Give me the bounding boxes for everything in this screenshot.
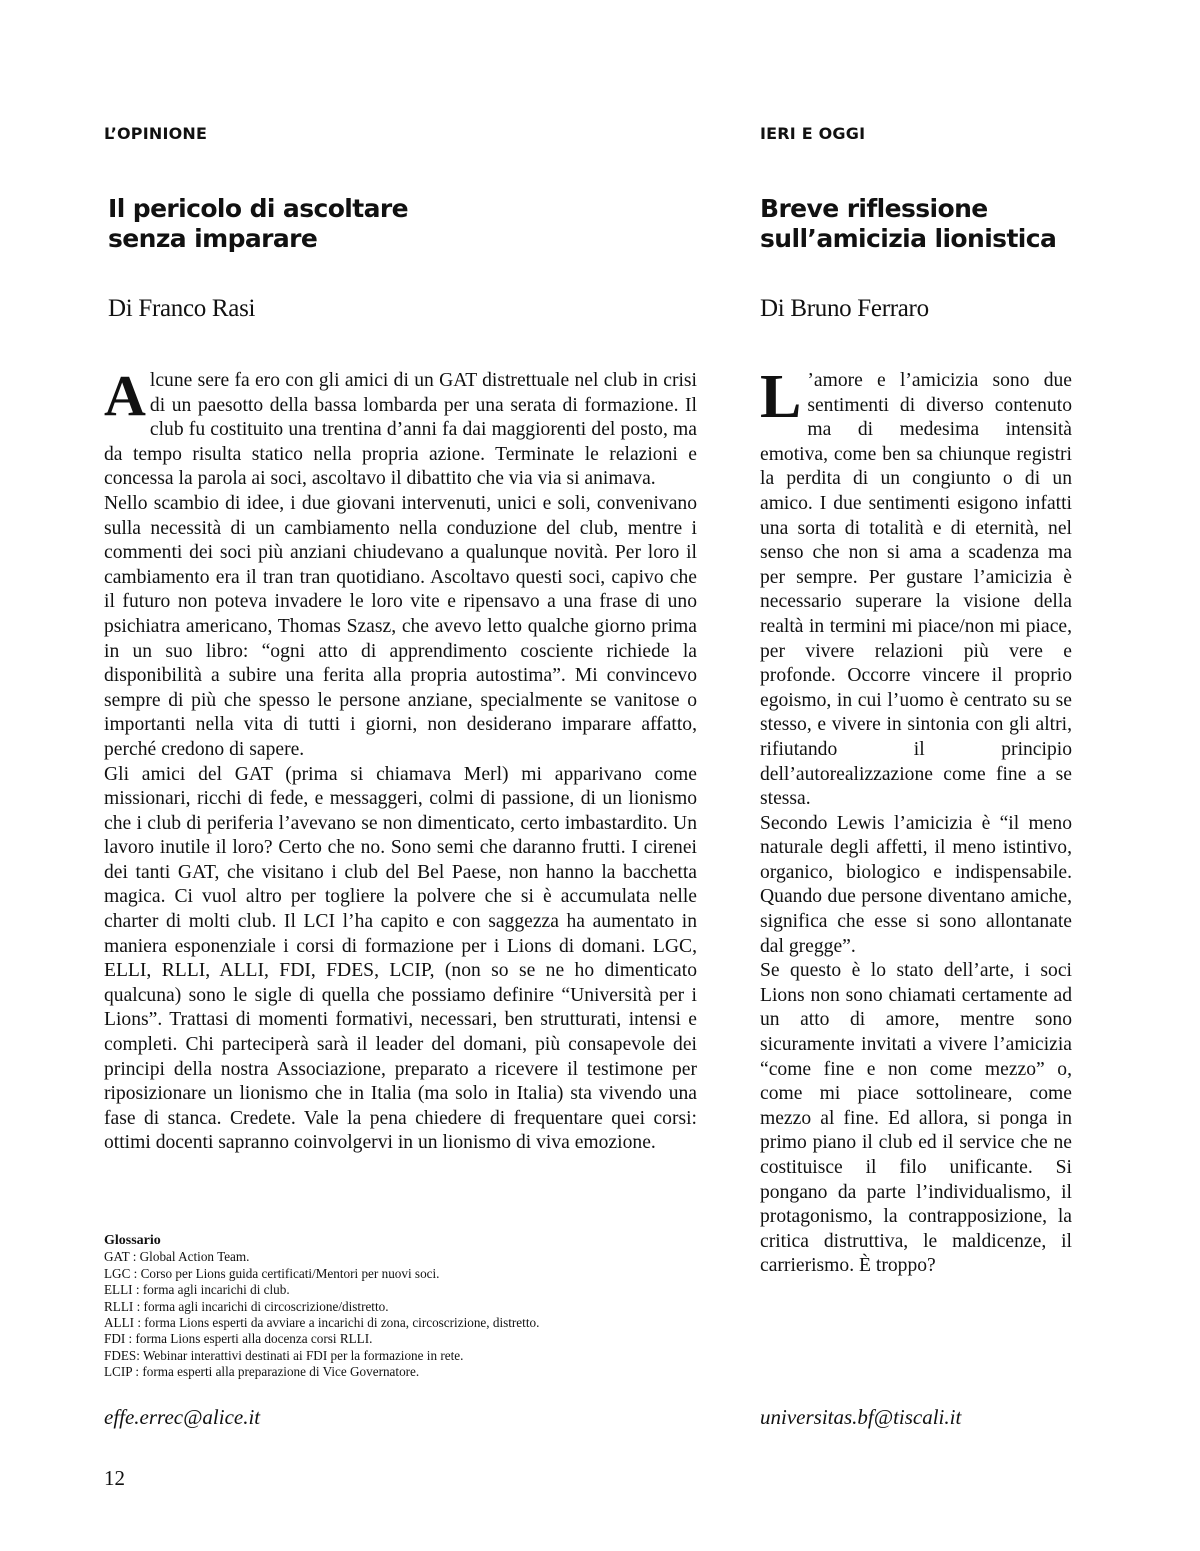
- paragraph-text: lcune sere fa ero con gli amici di un GAT distrettuale nel club in crisi di un paesotto della bassa lombarda per una serata di formazione. Il club fu costituito una trentina d’anni fa dai maggiorenti del posto, ma da tempo risulta statico nella propria azione. Terminate le relazioni e concessa la parola ai soci, ascoltavo il dibattito che via via si animava.: [104, 370, 697, 490]
- glossary: [104, 1233, 664, 1381]
- byline: Di Franco Rasi: [108, 295, 256, 322]
- paragraph: Gli amici del GAT (prima si chiamava Merl) mi apparivano come missionari, ricchi di fede, e messaggeri, colmi di passione, di un lionismo che i club di periferia l’avevano se non dimenticato, certo imbastardito. Un lavoro inutile il loro? Certo che no. Sono semi che daranno frutti. I cirenei dei tanti GAT, che visitano i club del Bel Paese, non hanno la bacchetta magica. Ci vuol altro per togliere la polvere che si è accumulata nelle charter di molti club. Il LCI l’ha capito e con saggezza ha aumentato in maniera esponenziale i corsi di formazione per i Lions di domani. LGC, ELLI, RLLI, ALLI, FDI, FDES, LCIP, (non so se ne ho dimenticato qualcuna) sono le sigle di quella che possiamo definire “Università per i Lions”. Trattasi di momenti formativi, necessari, ben strutturati, intensi e completi. Chi parteciperà sarà il leader del domani, più consapevole dei principi della nostra Associazione, preparato a ricevere il testimone per riposizionare un lionismo che in Italia (ma solo in Italia) sta vivendo una fase di stanca. Credete. Vale la pena chiedere di frequentare quei corsi: ottimi docenti sapranno coinvolgervi in un lionismo di viva emozione.: [104, 763, 697, 1154]
- glossary-item: ELLI : forma agli incarichi di club.: [104, 1282, 290, 1298]
- drop-cap: A: [104, 363, 146, 428]
- drop-cap: L: [760, 363, 802, 431]
- byline: Di Bruno Ferraro: [760, 295, 929, 322]
- title-line: sull’amicizia lionistica: [760, 224, 1057, 253]
- paragraph-text: ’amore e l’amicizia sono due sentimenti di diverso contenuto ma di medesima intensità emotiva, come ben sa chiunque registri la perdita di un congiunto o di un amico. I due sentimenti esigono infatti una sorta di totalità e di eternità, nel senso che non si ama a scadenza ma per sempre. Per gustare l’amicizia è necessario superare la visione della realtà in termini mi piace/non mi piace, per vivere relazioni più vere e profonde. Occorre vincere il proprio egoismo, in cui l’uomo è centrato su se stesso, e vivere in sintonia con gli altri, rifiutando il principio dell’autorealizzazione come fine a se stessa.: [760, 370, 1072, 810]
- title-line: Il pericolo di ascoltare: [108, 194, 408, 223]
- glossary-item: LCIP : forma esperti alla preparazione di Vice Governatore.: [104, 1364, 420, 1380]
- page-number: 12: [104, 1466, 125, 1490]
- glossary-item: FDI : forma Lions esperti alla docenza corsi RLLI.: [104, 1331, 373, 1347]
- paragraph: Secondo Lewis l’amicizia è “il meno naturale degli affetti, il meno istintivo, organico, biologico e indispensabile. Quando due persone diventano amiche, significa che esse si sono allontanate dal gregge”.: [760, 812, 1072, 957]
- author-email[interactable]: effe.errec@alice.it: [104, 1405, 261, 1429]
- section-tag: L’OPINIONE: [104, 124, 208, 143]
- glossary-item: RLLI : forma agli incarichi di circoscrizione/distretto.: [104, 1298, 389, 1314]
- glossary-title: Glossario: [104, 1233, 161, 1248]
- article-title: [760, 194, 1056, 254]
- author-email[interactable]: universitas.bf@tiscali.it: [760, 1405, 962, 1429]
- paragraph: Nello scambio di idee, i due giovani intervenuti, unici e soli, convenivano sulla necessità di un cambiamento nella conduzione del club, mentre i commenti dei soci più anziani chiudevano a qualunque novità. Per loro il cambiamento era il tran tran quotidiano. Ascoltavo questi soci, capivo che il futuro non poteva invadere le loro vite e ripensavo a una frase di uno psichiatra americano, Thomas Szasz, che avevo letto qualche giorno prima in un suo libro: “ogni atto di apprendimento cosciente richiede la disponibilità a subire una ferita alla propria autostima”. Mi convincevo sempre di più che spesso le persone anziane, specialmente se vanitose o importanti nella vita di tutti i giorni, non desiderano imparare affatto, perché credono di sapere.: [104, 492, 697, 760]
- paragraph: [104, 363, 697, 492]
- paragraph: [760, 363, 1072, 812]
- glossary-item: FDES: Webinar interattivi destinati ai FDI per la formazione in rete.: [104, 1347, 464, 1363]
- title-line: Breve riflessione: [760, 194, 988, 223]
- article-title: [108, 194, 408, 254]
- title-line: senza imparare: [108, 224, 318, 253]
- glossary-item: LGC : Corso per Lions guida certificati/Mentori per nuovi soci.: [104, 1265, 440, 1281]
- glossary-item: GAT : Global Action Team.: [104, 1249, 250, 1265]
- article-body: [760, 363, 1072, 1279]
- paragraph: Se questo è lo stato dell’arte, i soci Lions non sono chiamati certamente ad un atto di amore, mentre sono sicuramente invitati a vivere l’amicizia “come fine e non come mezzo” o, come mi piace sottolineare, come mezzo al fine. Ed allora, si ponga in primo piano il club ed il service che ne costituisce il filo unificante. Si pongano da parte l’individualismo, il protagonismo, la contrapposizione, la critica distruttiva, le maldicenze, il carrierismo. È troppo?: [760, 960, 1072, 1277]
- glossary-item: ALLI : forma Lions esperti da avviare a incarichi di zona, circoscrizione, distretto.: [104, 1315, 540, 1331]
- article-body: [104, 363, 697, 1156]
- section-tag: IERI E OGGI: [760, 124, 866, 143]
